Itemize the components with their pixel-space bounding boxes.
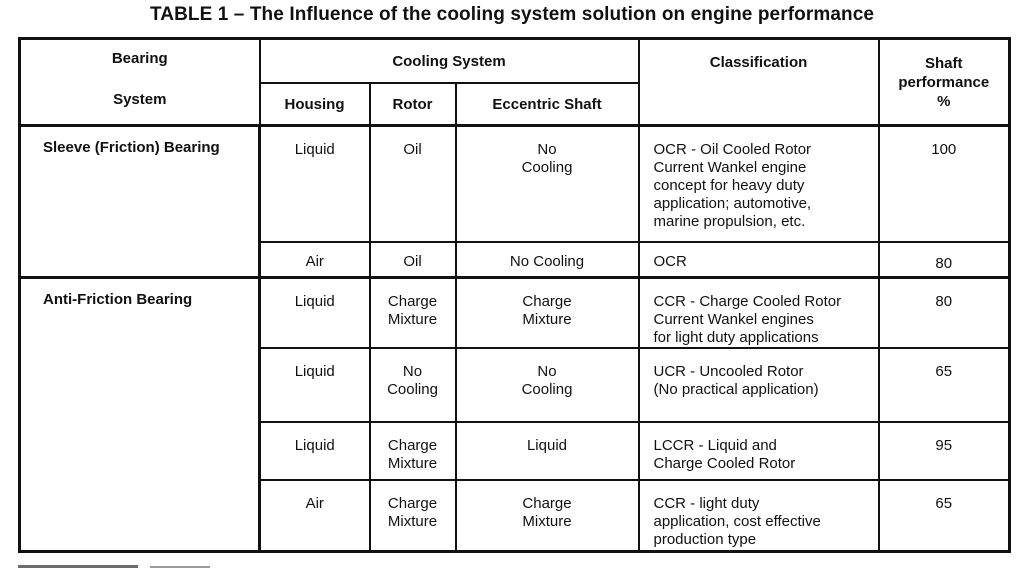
header-eccentric-shaft: Eccentric Shaft [456,83,639,126]
shaft-line: Cooling [521,381,573,398]
classification-line: Current Wankel engines [653,311,814,328]
classification-cell [639,480,879,552]
header-shaft-line2: performance [898,74,990,91]
header-shaft-performance [879,39,1010,126]
scan-artifact [150,566,210,568]
classification-line: Charge Cooled Rotor [653,455,796,472]
shaft-line: No [537,141,557,158]
classification-cell [639,242,879,278]
performance-cell: 80 [879,278,1010,349]
rotor-line: Oil [403,141,422,158]
shaft-line: Charge [522,495,572,512]
performance-cell: 65 [879,480,1010,552]
shaft-line: Mixture [522,513,572,530]
performance-cell: 100 [879,126,1010,242]
classification-line: marine propulsion, etc. [653,213,806,230]
header-rotor: Rotor [370,83,456,126]
rotor-line: Mixture [387,455,438,472]
classification-line: (No practical application) [653,381,819,398]
eccentric-shaft-cell [456,348,639,422]
classification-cell [639,348,879,422]
housing-cell: Liquid [260,278,370,349]
rotor-line: Charge [387,437,438,454]
classification-line: CCR - Charge Cooled Rotor [653,293,842,310]
performance-cell: 95 [879,422,1010,480]
shaft-line: No [537,363,557,380]
classification-line: CCR - light duty [653,495,760,512]
rotor-cell [370,348,456,422]
cooling-system-table [18,37,1011,553]
performance-cell: 80 [879,242,1010,278]
header-cooling-system: Cooling System [260,39,639,84]
rotor-cell [370,278,456,349]
header-classification: Classification [639,39,879,126]
classification-line: for light duty applications [653,329,819,346]
classification-line: Current Wankel engine [653,159,807,176]
header-shaft-line1: Shaft [925,55,963,72]
classification-line: concept for heavy duty [653,177,805,194]
table-row [20,278,1010,349]
housing-cell: Air [260,242,370,278]
housing-cell: Air [260,480,370,552]
header-bearing-line1: Bearing [111,50,168,67]
classification-cell [639,422,879,480]
eccentric-shaft-cell [456,422,639,480]
rotor-cell [370,480,456,552]
shaft-line: Cooling [521,159,573,176]
header-housing: Housing [260,83,370,126]
rotor-line: Mixture [387,513,438,530]
classification-line: application, cost effective [653,513,821,530]
rotor-cell [370,242,456,278]
rotor-line: Oil [403,252,422,270]
header-shaft-line3: % [937,93,951,110]
rotor-line: Charge [387,293,438,310]
shaft-line: No Cooling [509,252,585,270]
table-row [20,126,1010,242]
rotor-line: No [402,363,423,380]
bearing-sleeve: Sleeve (Friction) Bearing [20,126,260,278]
performance-cell: 65 [879,348,1010,422]
shaft-line: Mixture [522,311,572,328]
header-bearing-line2: System [113,91,167,108]
housing-cell: Liquid [260,126,370,242]
rotor-cell [370,126,456,242]
classification-line: application; automotive, [653,195,812,212]
scan-artifact [18,565,138,568]
rotor-line: Mixture [387,311,438,328]
shaft-line: Liquid [526,437,568,454]
table-title: TABLE 1 – The Influence of the cooling system solution on engine performance [149,4,875,25]
housing-cell: Liquid [260,348,370,422]
classification-line: OCR - Oil Cooled Rotor [653,141,812,158]
rotor-cell [370,422,456,480]
shaft-line: Charge [522,293,572,310]
classification-line: LCCR - Liquid and [653,437,777,454]
rotor-line: Charge [387,495,438,512]
bearing-anti-friction: Anti-Friction Bearing [20,278,260,552]
header-bearing-system [20,39,260,126]
eccentric-shaft-cell [456,480,639,552]
classification-line: production type [653,531,757,548]
eccentric-shaft-cell [456,242,639,278]
classification-cell [639,278,879,349]
eccentric-shaft-cell [456,126,639,242]
housing-cell: Liquid [260,422,370,480]
classification-line: UCR - Uncooled Rotor [653,363,804,380]
classification-cell [639,126,879,242]
rotor-line: Cooling [387,381,438,398]
eccentric-shaft-cell [456,278,639,349]
classification-line: OCR [653,252,687,270]
